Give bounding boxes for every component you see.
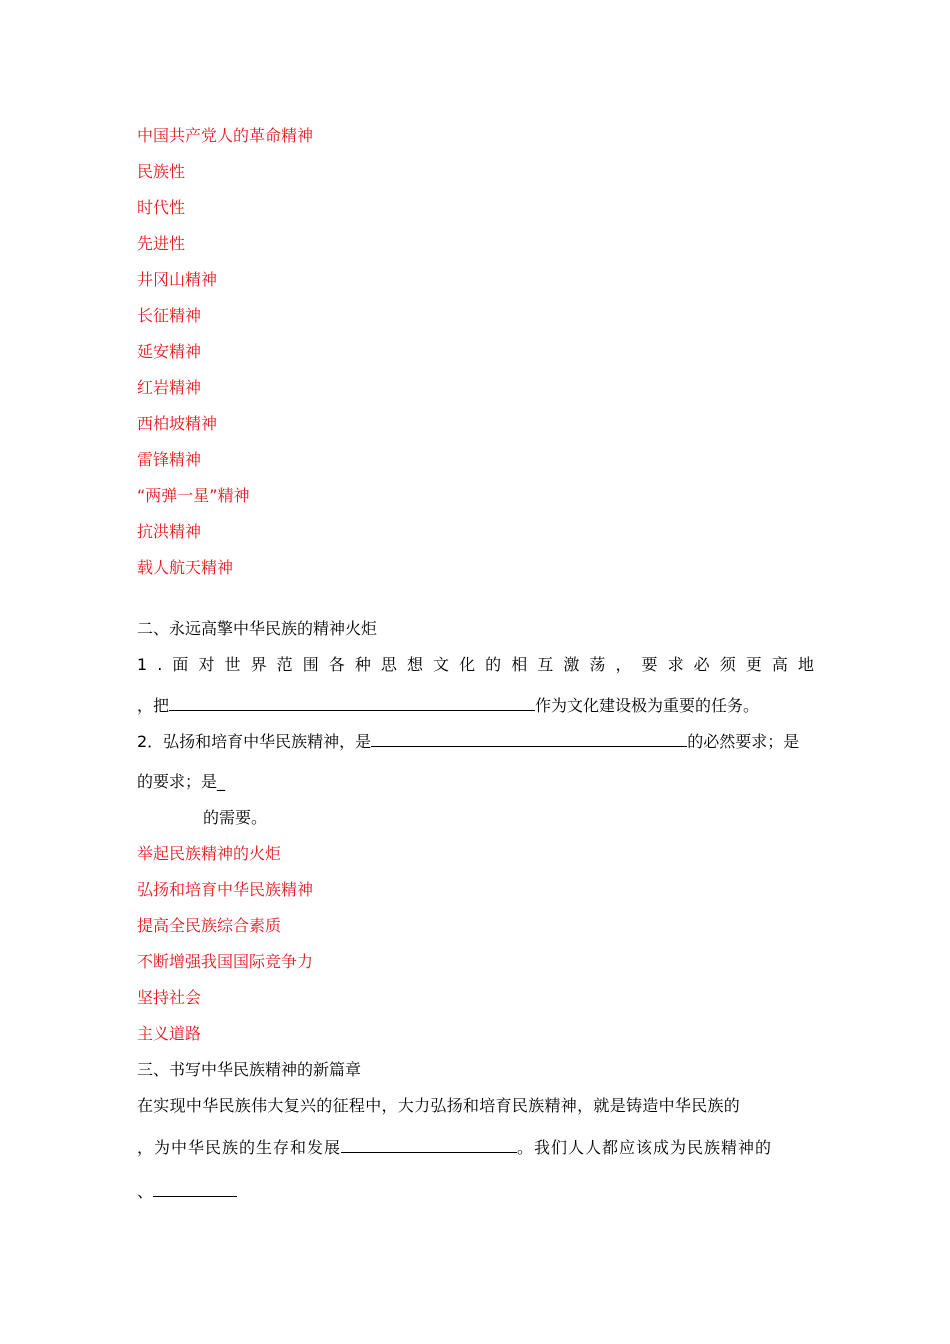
answer-item: 先进性: [137, 234, 186, 253]
q1-char: 化: [459, 655, 476, 674]
q1-char: ，: [615, 655, 632, 674]
q1-char: 须: [719, 655, 736, 674]
q1-prefix: ，把: [137, 696, 170, 715]
q1-char: 相: [511, 655, 528, 674]
q1-char: 激: [563, 655, 580, 674]
answer-item: 不断增强我国国际竞争力: [137, 952, 314, 971]
p2-prefix: ，为中华民族的生存和发展: [137, 1138, 342, 1157]
answer-item: 井冈山精神: [137, 270, 218, 289]
p3-prefix: 、: [137, 1182, 154, 1201]
fill-blank[interactable]: [169, 694, 535, 711]
answer-item: 举起民族精神的火炬: [137, 844, 282, 863]
q1-char: 围: [302, 655, 319, 674]
fill-blank[interactable]: [341, 1136, 517, 1153]
q1-char: 必: [693, 655, 710, 674]
q1-char: 面: [172, 655, 189, 674]
answer-item: 主义道路: [137, 1024, 202, 1043]
q1-char: 种: [354, 655, 371, 674]
q1-suffix: 作为文化建设极为重要的任务。: [535, 696, 760, 715]
question-1-line-1: [137, 654, 814, 676]
q1-char: 思: [380, 655, 397, 674]
q1-char: 更: [745, 655, 762, 674]
q1-char: 范: [276, 655, 293, 674]
answer-item: 延安精神: [137, 342, 202, 361]
q2-prefix: 2．弘扬和培育中华民族精神，是: [137, 732, 372, 751]
q1-char: 荡: [589, 655, 606, 674]
section-3-para-line-2: [137, 1136, 772, 1159]
question-1-line-2: [137, 694, 759, 717]
question-2-line-1: [137, 730, 799, 753]
q1-char: .: [157, 655, 163, 674]
section-heading-2: 二、永远高擎中华民族的精神火炬: [137, 619, 378, 638]
q1-char: 对: [198, 655, 215, 674]
section-3-para-line-3: [137, 1180, 237, 1203]
q1-char: 1: [137, 655, 148, 674]
q1-char: 世: [224, 655, 241, 674]
answer-item: 时代性: [137, 198, 186, 217]
q1-char: 互: [537, 655, 554, 674]
q1-char: 高: [771, 655, 788, 674]
q1-char: 文: [433, 655, 450, 674]
q1-char: 要: [641, 655, 658, 674]
answer-item: 长征精神: [137, 306, 202, 325]
answer-item: 提高全民族综合素质: [137, 916, 282, 935]
answer-item: 红岩精神: [137, 378, 202, 397]
answer-item: 载人航天精神: [137, 558, 234, 577]
answer-item: 民族性: [137, 162, 186, 181]
p2-suffix: 。我们人人都应该成为民族精神的: [517, 1138, 773, 1157]
answer-item: 弘扬和培育中华民族精神: [137, 880, 314, 899]
answer-item: 抗洪精神: [137, 522, 202, 541]
answer-item: 坚持社会: [137, 988, 202, 1007]
q1-char: 求: [667, 655, 684, 674]
section-3-para-line-1: 在实现中华民族伟大复兴的征程中，大力弘扬和培育民族精神，就是铸造中华民族的: [137, 1096, 741, 1115]
q1-char: 想: [406, 655, 423, 674]
question-2-line-3: 的需要。: [203, 808, 268, 827]
fill-blank[interactable]: [153, 1180, 237, 1197]
question-2-line-2: 的要求；是_: [137, 772, 226, 791]
q1-char: 界: [250, 655, 267, 674]
section-heading-3: 三、书写中华民族精神的新篇章: [137, 1060, 362, 1079]
answer-item: 中国共产党人的革命精神: [137, 126, 314, 145]
q1-char: 的: [485, 655, 502, 674]
q1-char: 各: [328, 655, 345, 674]
answer-item: “两弹一星”精神: [137, 486, 250, 505]
fill-blank[interactable]: [371, 730, 687, 747]
q2-suffix: 的必然要求；是: [687, 732, 800, 751]
answer-item: 雷锋精神: [137, 450, 202, 469]
answer-item: 西柏坡精神: [137, 414, 218, 433]
q1-char: 地: [797, 655, 814, 674]
